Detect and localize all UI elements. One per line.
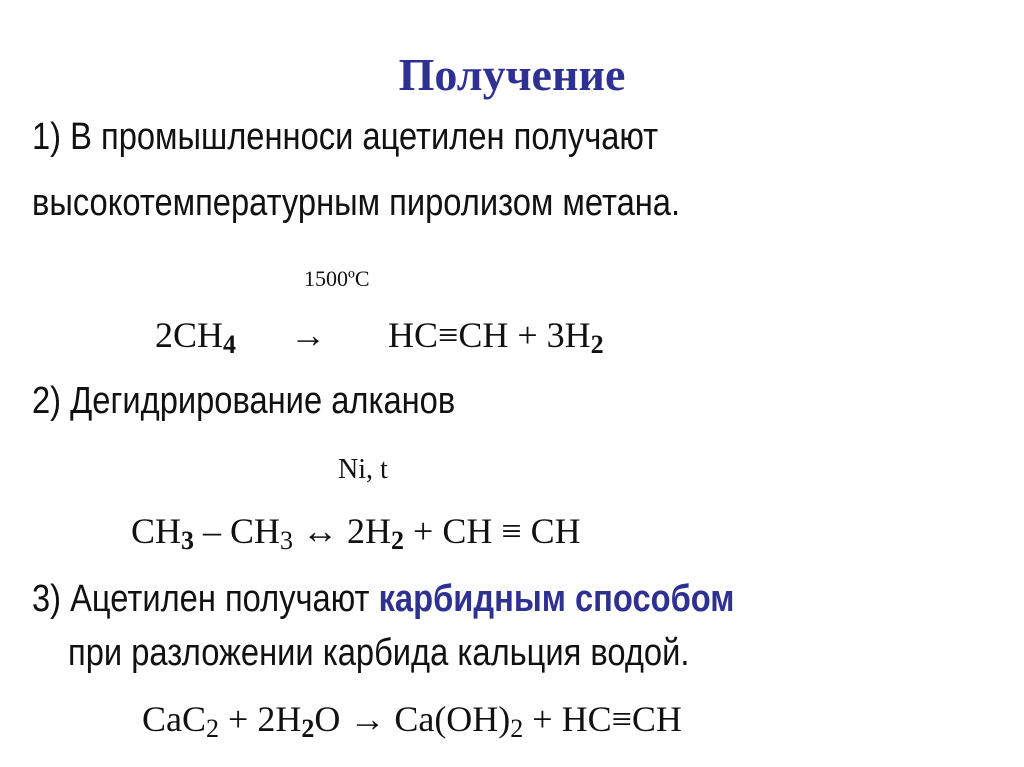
item3-prefix: 3) Ацетилен получают [32, 578, 379, 620]
reaction3-arrow: → [349, 699, 386, 739]
reaction3-reactant-b: $2H_2O$ [257, 699, 341, 743]
reaction3-plus1: + [228, 699, 249, 739]
reaction1-equation [155, 314, 604, 359]
reaction3-reactant-a: CaC$_2$ [142, 699, 220, 743]
reaction1-product1: HC≡CH [388, 315, 509, 355]
reaction2-arrow: ↔ [302, 511, 339, 551]
reaction2-dash: – [203, 511, 222, 551]
reaction1-plus: + [517, 315, 538, 355]
reaction1-arrow: → [290, 315, 327, 355]
reaction2-product-d: CH ≡ CH [442, 511, 581, 551]
item1-line2: высокотемпературным пиролизом метана. [32, 182, 681, 224]
reaction2-condition: Ni, t [338, 454, 388, 485]
reaction3-equation [142, 698, 682, 743]
reaction2-reactant-a: $CH_3$ [131, 511, 195, 555]
reaction3-plus2: + [532, 699, 553, 739]
item3-line2: при разложении карбида кальция водой. [68, 632, 690, 674]
reaction3-product-d: HC≡CH [561, 699, 682, 739]
reaction1-reactant: $2CH_4$ [155, 315, 237, 359]
item2-line1: 2) Дегидрирование алканов [32, 380, 456, 422]
item3-line1 [32, 580, 734, 618]
slide-title: Получение [398, 49, 626, 100]
item1-line1: 1) В промышленноси ацетилен получают [32, 116, 659, 158]
reaction2-equation [131, 510, 581, 555]
reaction2-product-c: $2H_2$ [347, 511, 405, 555]
reaction1-condition: 1500ºC [304, 266, 370, 291]
reaction1-product2: $3H_2$ [546, 315, 604, 359]
item3-highlight: карбидным способом [378, 578, 735, 620]
reaction2-plus: + [413, 511, 434, 551]
reaction2-reactant-b: $CH_3$ [230, 511, 294, 555]
reaction3-product-c: $Ca(OH)_2$ [394, 699, 524, 743]
